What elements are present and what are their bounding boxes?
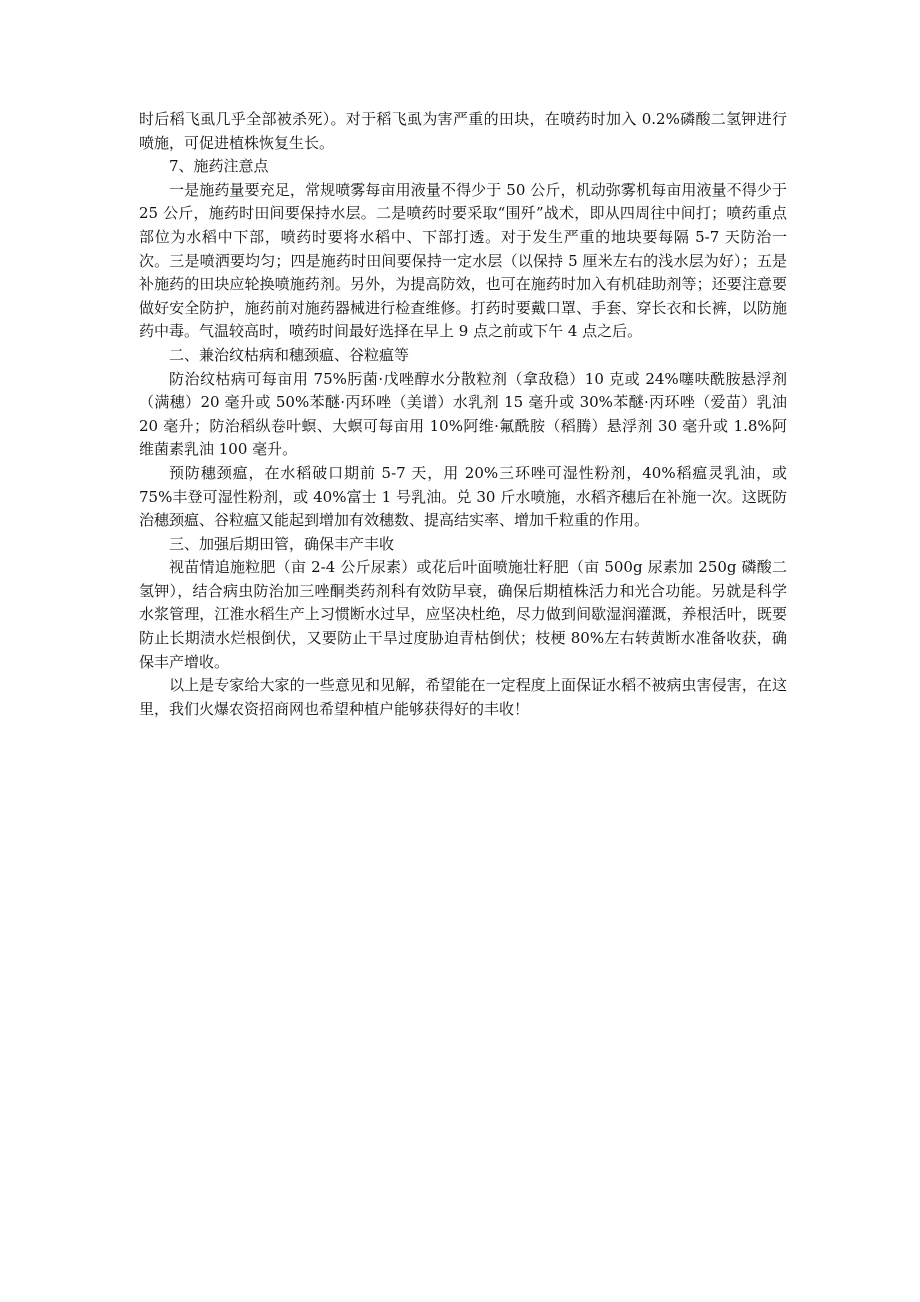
paragraph-continuation: 时后稻飞虱几乎全部被杀死）。对于稻飞虱为害严重的田块，在喷药时加入 0.2%磷酸二氢钾进行喷施，可促进植株恢复生长。 bbox=[139, 110, 787, 152]
document-body bbox=[139, 108, 787, 721]
paragraph-sheath-blight: 防治纹枯病可每亩用 75%肟菌·戊唑醇水分散粒剂（拿敌稳）10 克或 24%噻呋酰胺悬浮剂（满穗）20 毫升或 50%苯醚·丙环唑（美谱）水乳剂 15 毫升或 30%苯醚·丙环唑（爱苗）乳油 20 毫升；防治稻纵卷叶螟、大螟可每亩用 10%阿维·氟酰胺（稻腾）悬浮剂 30 毫升或 1.8%阿维菌素乳油 100 毫升。 bbox=[139, 369, 787, 459]
paragraph-late-management: 视苗情追施粒肥（亩 2-4 公斤尿素）或花后叶面喷施壮籽肥（亩 500g 尿素加 250g 磷酸二氢钾），结合病虫防治加三唑酮类药剂科有效防早衰，确保后期植株活力和光合功能。另就是科学水浆管理，江淮水稻生产上习惯断水过早，应坚决杜绝，尽力做到间歇湿润灌溉，养根活叶，既要防止长期渍水烂根倒伏，又要防止干旱过度胁迫青枯倒伏；枝梗 80%左右转黄断水准备收获，确保丰产增收。 bbox=[139, 558, 787, 671]
paragraph-panicle-blast: 预防穗颈瘟，在水稻破口期前 5-7 天，用 20%三环唑可湿性粉剂，40%稻瘟灵乳油，或 75%丰登可湿性粉剂，或 40%富士 1 号乳油。兑 30 斤水喷施，水稻齐穗后在补施一次。这既防治穗颈瘟、谷粒瘟又能起到增加有效穗数、提高结实率、增加千粒重的作用。 bbox=[139, 463, 787, 530]
section-heading-application-notes: 7、施药注意点 bbox=[169, 157, 269, 176]
paragraph-conclusion: 以上是专家给大家的一些意见和见解，希望能在一定程度上面保证水稻不被病虫害侵害，在这里，我们火爆农资招商网也希望种植户能够获得好的丰收！ bbox=[139, 676, 787, 718]
section-heading-late-management: 三、加强后期田管，确保丰产丰收 bbox=[169, 534, 395, 553]
paragraph-application-notes: 一是施药量要充足，常规喷雾每亩用液量不得少于 50 公斤，机动弥雾机每亩用液量不得少于 25 公斤，施药时田间要保持水层。二是喷药时要采取“围歼”战术，即从四周往中间打；喷药重点部位为水稻中下部，喷药时要将水稻中、下部打透。对于发生严重的地块要每隔 5-7 天防治一次。三是喷洒要均匀；四是施药时田间要保持一定水层（以保持 5 厘米左右的浅水层为好）；五是补施药的田块应轮换喷施药剂。另外，为提高防效，也可在施药时加入有机硅助剂等；还要注意要做好安全防护，施药前对施药器械进行检查维修。打药时要戴口罩、手套、穿长衣和长裤，以防施药中毒。气温较高时，喷药时间最好选择在早上 9 点之前或下午 4 点之后。 bbox=[139, 180, 787, 341]
section-heading-sheath-blight: 二、兼治纹枯病和穗颈瘟、谷粒瘟等 bbox=[169, 345, 410, 364]
